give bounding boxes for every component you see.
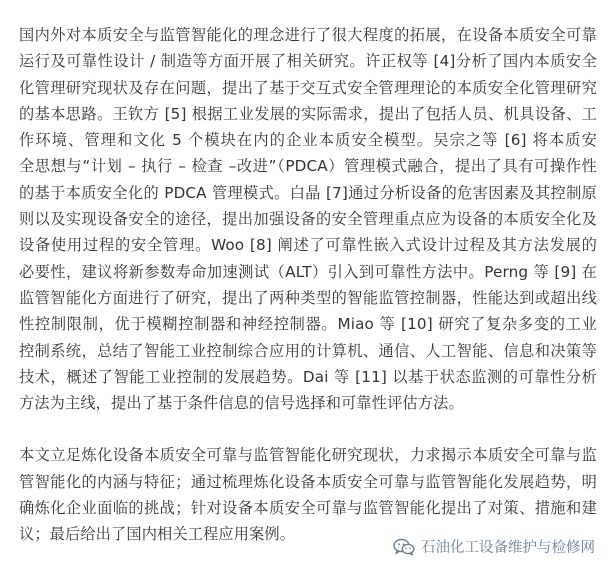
paragraph-line: 作环境、管理和文化 5 个模块在内的企业本质安全模型。吴宗之等 [6] 将本质安 [19,131,597,150]
paragraph-line: 的基本思路。王钦方 [5] 根据工业发展的实际需求，提出了包括人员、机具设备、工 [19,104,597,123]
paragraph-line: 全思想与“计划 – 执行 – 检查 –改进”（PDCA）管理模式融合，提出了具有可操作性 [19,157,597,176]
paragraph-line: 必要性，建议将新参数寿命加速测试（ALT）引入到可靠性方法中。Perng 等 [9] 在 [19,262,597,281]
paragraph-line: 本文立足炼化设备本质安全可靠与监管智能化研究现状，力求揭示本质安全可靠与监 [19,446,597,465]
paragraph-line: 技术，概述了智能工业控制的发展趋势。Dai 等 [11] 以基于状态监测的可靠性分析 [19,367,597,386]
paragraph-line: 监管智能化方面进行了研究，提出了两种类型的智能监管控制器，性能达到或超出线 [19,288,597,307]
paragraph-line: 则以及实现设备安全的途径，提出加强设备的安全管理重点应为设备的本质安全化及 [19,210,597,229]
article-body [19,22,597,548]
paragraph-line: 性控制限制，优于模糊控制器和神经控制器。Miao 等 [10] 研究了复杂多变的工业 [19,315,597,334]
paragraph-line: 的基于本质安全化的 PDCA 管理模式。白晶 [7]通过分析设备的危害因素及其控制原 [19,183,597,202]
watermark [389,534,599,559]
paragraph-line: 方法为主线，提出了基于条件信息的信号选择和可靠性评估方法。 [19,394,464,413]
paragraph-1 [19,22,597,416]
paragraph-line: 确炼化企业面临的挑战；针对设备本质安全可靠与监管智能化提出了对策、措施和建 [19,499,597,518]
paragraph-line: 化管理研究现状及存在问题，提出了基于交互式安全管理理论的本质安全化管理研究 [19,78,597,97]
paragraph-line: 运行及可靠性设计 / 制造等方面开展了相关研究。许正权等 [4]分析了国内本质安全 [19,52,597,71]
wechat-icon [393,538,415,556]
paragraph-gap [19,416,597,442]
paragraph-line: 管智能化的内涵与特征；通过梳理炼化设备本质安全可靠与监管智能化发展趋势，明 [19,472,597,491]
watermark-text: 石油化工设备维护与检修网 [421,540,595,556]
paragraph-line: 国内外对本质安全与监管智能化的理念进行了很大程度的拓展，在设备本质安全可靠 [19,26,597,44]
paragraph-line: 议；最后给出了国内相关工程应用案例。 [19,525,296,544]
paragraph-line: 控制系统，总结了智能工业控制综合应用的计算机、通信、人工智能、信息和决策等 [19,341,597,360]
paragraph-line: 设备使用过程的安全管理。Woo [8] 阐述了可靠性嵌入式设计过程及其方法发展的 [19,236,597,255]
paragraph-2 [19,442,597,547]
